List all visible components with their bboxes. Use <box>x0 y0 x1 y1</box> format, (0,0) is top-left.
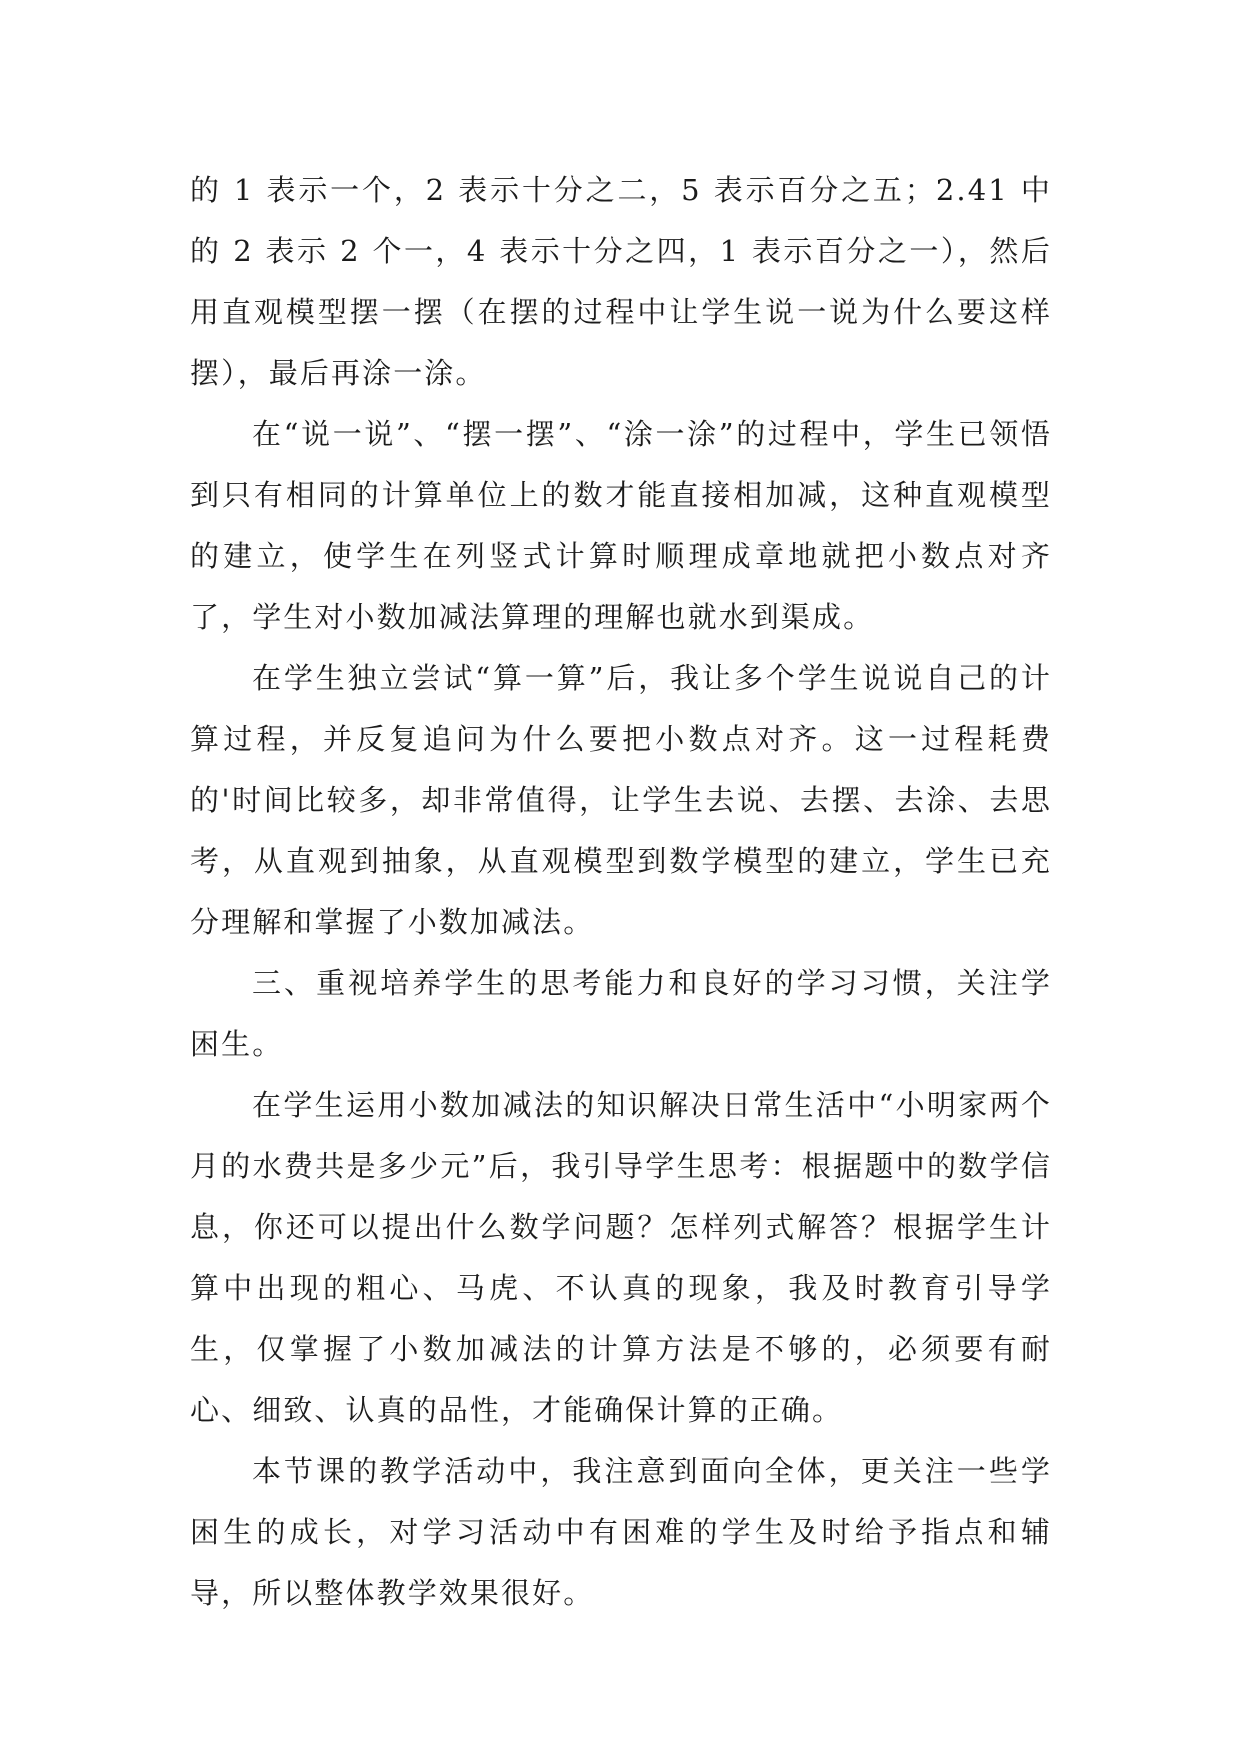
paragraph-problem-solving: 在学生运用小数加减法的知识解决日常生活中“小明家两个月的水费共是多少元”后，我引导学生思考：根据题中的数学信息，你还可以提出什么数学问题？怎样列式解答？根据学生计算中出现的粗心、马虎、不认真的现象，我及时教育引导学生，仅掌握了小数加减法的计算方法是不够的，必须要有耐心、细致、认真的品性，才能确保计算的正确。 <box>190 1088 1052 1427</box>
paragraph-lesson-summary: 本节课的教学活动中，我注意到面向全体，更关注一些学困生的成长，对学习活动中有困难的学生及时给予指点和辅导，所以整体教学效果很好。 <box>190 1454 1052 1610</box>
paragraph-continued: 的 1 表示一个，2 表示十分之二，5 表示百分之五；2.41 中的 2 表示 2 个一，4 表示十分之四，1 表示百分之一），然后用直观模型摆一摆（在摆的过程中让学生说一说为什么要这样摆），最后再涂一涂。 <box>190 173 1052 390</box>
section-heading-three: 三、重视培养学生的思考能力和良好的学习习惯，关注学困生。 <box>190 966 1052 1061</box>
document-body <box>190 160 1052 1624</box>
paragraph-intuitive-model: 在“说一说”、“摆一摆”、“涂一涂”的过程中，学生已领悟到只有相同的计算单位上的数才能直接相加减，这种直观模型的建立，使学生在列竖式计算时顺理成章地就把小数点对齐了，学生对小数加减法算理的理解也就水到渠成。 <box>190 417 1052 634</box>
paragraph-calculation-process: 在学生独立尝试“算一算”后，我让多个学生说说自己的计算过程，并反复追问为什么要把小数点对齐。这一过程耗费的'时间比较多，却非常值得，让学生去说、去摆、去涂、去思考，从直观到抽象，从直观模型到数学模型的建立，学生已充分理解和掌握了小数加减法。 <box>190 661 1052 939</box>
